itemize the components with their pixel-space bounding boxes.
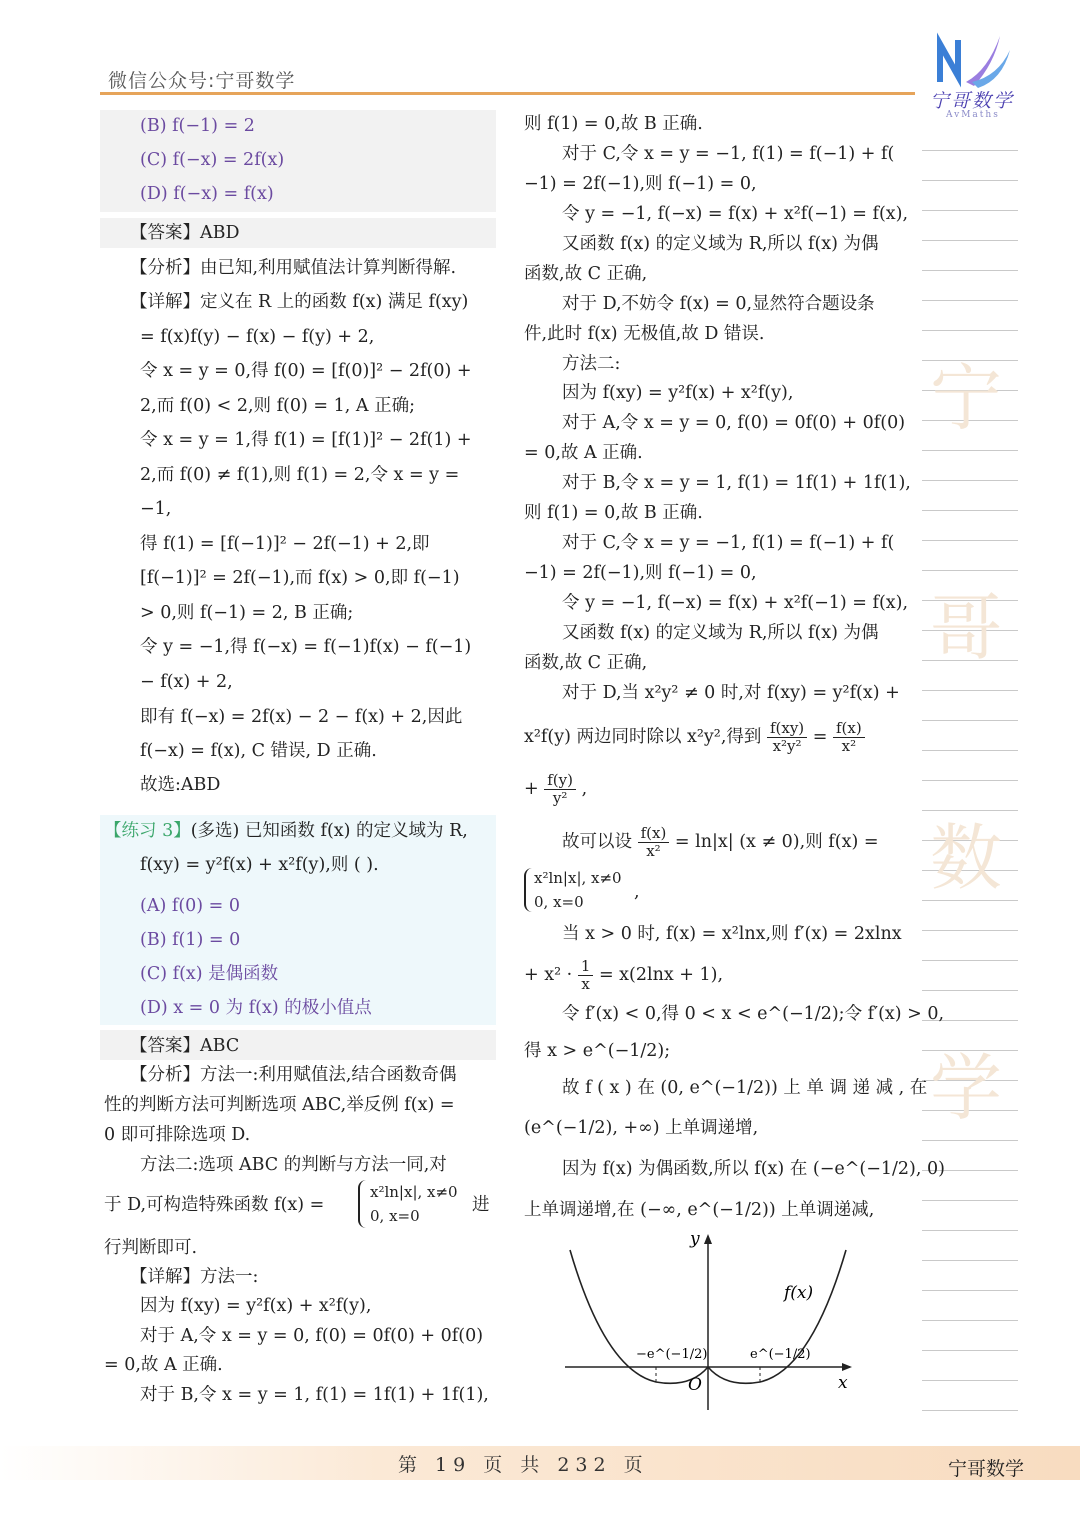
answer-line: 【答案】ABD	[130, 223, 240, 243]
fraction	[833, 720, 865, 755]
solution-line: 对于 C,令 x = y = −1, f(1) = f(−1) + f(	[562, 144, 895, 164]
analysis-line: 性的判断方法可判断选项 ABC,举反例 f(x) =	[104, 1095, 455, 1115]
analysis-line: 0 即可排除选项 D.	[104, 1125, 251, 1145]
option-a: (A) f(0) = 0	[140, 896, 241, 916]
plus-sign: +	[524, 779, 539, 799]
numerator: f(x)	[638, 825, 670, 843]
solution-line: 对于 C,令 x = y = −1, f(1) = f(−1) + f(	[562, 533, 895, 553]
solution-line: 对于 A,令 x = y = 0, f(0) = 0f(0) + 0f(0)	[562, 413, 906, 433]
page-number: 第 19 页 共 232 页	[398, 1454, 649, 1476]
solution-line: 【详解】定义在 R 上的函数 f(x) 满足 f(xy)	[130, 292, 469, 312]
answer-line: 【答案】ABC	[130, 1036, 240, 1056]
exercise-label: 【练习 3】	[104, 821, 191, 841]
solution-line: 上单调递增,在 (−∞, e^(−1/2)) 上单调递减,	[524, 1200, 875, 1220]
solution-line: 得 x > e^(−1/2);	[524, 1041, 671, 1061]
y-axis-arrow	[704, 1234, 712, 1244]
solution-line: 则 f(1) = 0,故 B 正确.	[524, 503, 703, 523]
analysis-line: 方法二:选项 ABC 的判断与方法一同,对	[140, 1155, 447, 1175]
solution-line: 函数,故 C 正确,	[524, 264, 648, 284]
solution-line: > 0,则 f(−1) = 2, B 正确;	[140, 603, 354, 623]
solution-line: 函数,故 C 正确,	[524, 653, 648, 673]
piecewise-case: 0, x=0	[370, 1207, 420, 1225]
denominator: x	[581, 975, 590, 993]
solution-line: 得 f(1) = [f(−1)]² − 2f(−1) + 2,即	[140, 534, 430, 554]
text-run: x²f(y) 两边同时除以 x²y²,得到	[524, 727, 762, 747]
solution-line: 因为 f(xy) = y²f(x) + x²f(y),	[562, 383, 794, 403]
header-account: 微信公众号:宁哥数学	[108, 70, 296, 92]
solution-line: = 0,故 A 正确.	[104, 1355, 223, 1375]
header-divider	[100, 92, 915, 95]
analysis-line: 进	[472, 1195, 490, 1215]
solution-line	[524, 772, 587, 807]
x-label: x	[838, 1373, 848, 1393]
solution-line	[562, 825, 879, 860]
solution-line	[524, 958, 723, 993]
solution-line: = f(x)f(y) − f(x) − f(y) + 2,	[140, 327, 375, 347]
solution-line: [f(−1)]² = 2f(−1),而 f(x) > 0,即 f(−1)	[140, 568, 460, 588]
solution-line: 令 y = −1, f(−x) = f(x) + x²f(−1) = f(x),	[562, 204, 909, 224]
solution-line: 件,此时 f(x) 无极值,故 D 错误.	[524, 324, 765, 344]
text-run: 故可以设	[562, 832, 632, 852]
solution-line: −1,	[140, 499, 172, 519]
solution-line: 令 f′(x) < 0,得 0 < x < e^(−1/2);令 f′(x) > 0,	[562, 1004, 945, 1024]
solution-line: −1) = 2f(−1),则 f(−1) = 0,	[524, 563, 757, 583]
logo-text: 宁哥数学	[930, 90, 1015, 112]
option-c: (C) f(−x) = 2f(x)	[140, 150, 285, 170]
solution-line: 对于 D,不妨令 f(x) = 0,显然符合题设条	[562, 294, 875, 314]
exercise-text: (多选) 已知函数 f(x) 的定义域为 R,	[190, 821, 468, 841]
solution-line: 又函数 f(x) 的定义域为 R,所以 f(x) 为偶	[562, 623, 879, 643]
solution-line: 对于 A,令 x = y = 0, f(0) = 0f(0) + 0f(0)	[140, 1326, 484, 1346]
piecewise-case: 0, x=0	[534, 893, 584, 911]
final-choice: 故选:ABD	[140, 775, 221, 795]
numerator: f(y)	[544, 772, 576, 790]
watermark-char: 数	[930, 816, 1003, 900]
denominator: x²y²	[772, 737, 802, 755]
x-axis-arrow	[842, 1363, 852, 1371]
option-b: (B) f(−1) = 2	[140, 116, 255, 136]
analysis-line: 【分析】由已知,利用赋值法计算判断得解.	[130, 258, 457, 278]
solution-line: 因为 f(xy) = y²f(x) + x²f(y),	[140, 1296, 372, 1316]
left-min-label: −e^(−1/2)	[636, 1347, 708, 1362]
solution-line: 令 y = −1, f(−x) = f(x) + x²f(−1) = f(x),	[562, 593, 909, 613]
numerator: f(xy)	[767, 720, 807, 738]
text-run: = x(2lnx + 1),	[598, 965, 724, 985]
watermark-char: 哥	[930, 586, 1003, 670]
solution-line: − f(x) + 2,	[140, 672, 233, 692]
option-b: (B) f(1) = 0	[140, 930, 241, 950]
footer-brand: 宁哥数学	[948, 1458, 1025, 1480]
solution-line: 当 x > 0 时, f(x) = x²lnx,则 f′(x) = 2xlnx	[562, 924, 902, 944]
solution-line: −1) = 2f(−1),则 f(−1) = 0,	[524, 174, 757, 194]
solution-line: 令 x = y = 0,得 f(0) = [f(0)]² − 2f(0) +	[140, 361, 472, 381]
function-graph	[560, 1230, 860, 1415]
numerator: 1	[578, 958, 594, 976]
watermark-char: 宁	[930, 356, 1003, 440]
option-c: (C) f(x) 是偶函数	[140, 964, 279, 984]
option-d: (D) f(−x) = f(x)	[140, 184, 274, 204]
logo-subtitle: AvMaths	[946, 110, 1000, 120]
solution-line: 即有 f(−x) = 2f(x) − 2 − f(x) + 2,因此	[140, 707, 463, 727]
solution-line: 对于 D,当 x²y² ≠ 0 时,对 f(xy) = y²f(x) +	[562, 683, 900, 703]
solution-line	[524, 720, 865, 755]
solution-line: 令 y = −1,得 f(−x) = f(−1)f(x) − f(−1)	[140, 637, 472, 657]
origin-label: O	[688, 1375, 702, 1395]
solution-line: 方法二:	[562, 354, 621, 374]
solution-line: 【详解】方法一:	[130, 1267, 259, 1287]
text-run: + x² ·	[524, 965, 573, 985]
analysis-line: 【分析】方法一:利用赋值法,结合函数奇偶	[130, 1065, 457, 1085]
denominator: x²	[646, 842, 661, 860]
piecewise-case: x²ln|x|, x≠0	[534, 869, 622, 887]
option-d: (D) x = 0 为 f(x) 的极小值点	[140, 998, 372, 1018]
solution-line: (e^(−1/2), +∞) 上单调递增,	[524, 1118, 759, 1138]
analysis-line: 行判断即可.	[104, 1238, 198, 1258]
watermark-char: 学	[930, 1046, 1003, 1130]
solution-line: 令 x = y = 1,得 f(1) = [f(1)]² − 2f(1) +	[140, 430, 472, 450]
y-label: y	[690, 1230, 700, 1249]
numerator: f(x)	[833, 720, 865, 738]
comma: ,	[634, 882, 640, 902]
fraction	[578, 958, 594, 993]
solution-line: 2,而 f(0) ≠ f(1),则 f(1) = 2,令 x = y =	[140, 465, 460, 485]
solution-line: 2,而 f(0) < 2,则 f(0) = 1, A 正确;	[140, 396, 415, 416]
right-min-label: e^(−1/2)	[750, 1347, 811, 1362]
curve-label: f(x)	[784, 1283, 814, 1303]
solution-line: 因为 f(x) 为偶函数,所以 f(x) 在 (−e^(−1/2), 0)	[562, 1159, 945, 1179]
piecewise-case: x²ln|x|, x≠0	[370, 1183, 458, 1201]
exercise-question	[104, 819, 468, 843]
exercise-question-line2: f(xy) = y²f(x) + x²f(y),则 ( ).	[140, 855, 379, 875]
equals-sign: =	[812, 727, 828, 747]
solution-line: 故 f ( x ) 在 (0, e^(−1/2)) 上 单 调 递 减 , 在	[562, 1078, 928, 1098]
text-run: = ln|x| (x ≠ 0),则 f(x) =	[674, 832, 879, 852]
fraction	[544, 772, 576, 807]
solution-line: = 0,故 A 正确.	[524, 443, 643, 463]
solution-line: 对于 B,令 x = y = 1, f(1) = 1f(1) + 1f(1),	[140, 1385, 489, 1405]
solution-line: 则 f(1) = 0,故 B 正确.	[524, 114, 703, 134]
analysis-line: 于 D,可构造特殊函数 f(x) =	[104, 1195, 325, 1215]
solution-line: 又函数 f(x) 的定义域为 R,所以 f(x) 为偶	[562, 234, 879, 254]
exercise-shade	[100, 815, 496, 1025]
comma: ,	[581, 779, 588, 799]
denominator: x²	[841, 737, 857, 755]
solution-line: 对于 B,令 x = y = 1, f(1) = 1f(1) + 1f(1),	[562, 473, 911, 493]
solution-line: f(−x) = f(x), C 错误, D 正确.	[140, 741, 377, 761]
fraction	[767, 720, 807, 755]
denominator: y²	[552, 789, 568, 807]
fraction	[638, 825, 670, 860]
